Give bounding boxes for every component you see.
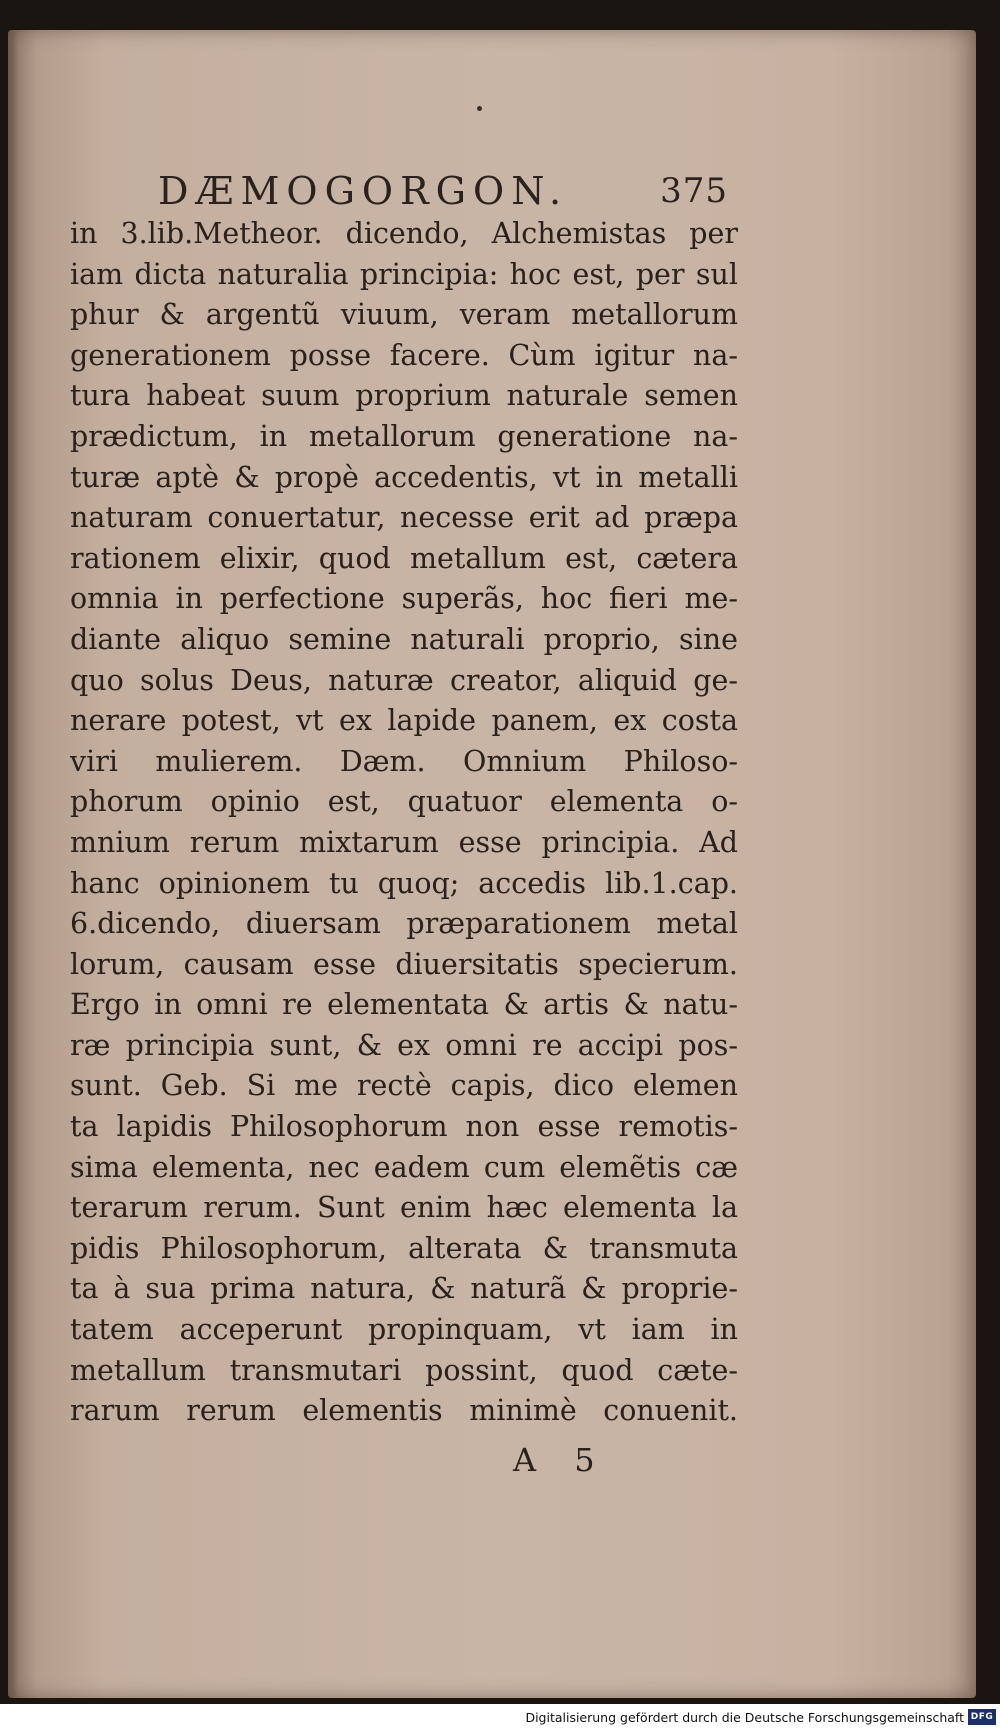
text-line: phorum opinio est, quatuor elementa o- — [70, 785, 738, 819]
text-line: 6.dicendo, diuersam præparationem metal — [70, 907, 738, 941]
text-line: hanc opinionem tu quoq; accedis lib.1.cap. — [70, 866, 738, 900]
page-number: 375 — [660, 171, 728, 211]
digitization-footer — [0, 1704, 1000, 1732]
text-line: quo solus Deus, naturæ creator, aliquid ge- — [70, 663, 738, 697]
text-line: prædictum, in metallorum generatione na- — [70, 419, 738, 453]
text-line: metallum transmutari possint, quod cæte- — [70, 1353, 738, 1387]
text-line: iam dicta naturalia principia: hoc est, per sul — [70, 257, 738, 291]
text-line: turæ aptè & propè accedentis, vt in metalli — [70, 460, 738, 494]
funding-credit: Digitalisierung gefördert durch die Deutsche Forschungsgemeinschaft — [525, 1710, 964, 1725]
text-line: ræ principia sunt, & ex omni re accipi pos- — [70, 1028, 738, 1062]
text-line: omnia in perfectione superãs, hoc fieri me- — [70, 582, 738, 616]
text-line: ta lapidis Philosophorum non esse remotis- — [70, 1110, 738, 1144]
text-line: sunt. Geb. Si me rectè capis, dico elemen — [70, 1069, 738, 1103]
text-line: lorum, causam esse diuersitatis specierum. — [70, 947, 738, 981]
text-line: pidis Philosophorum, alterata & transmuta — [70, 1231, 738, 1265]
dfg-logo: DFG — [968, 1709, 996, 1725]
text-line: mnium rerum mixtarum esse principia. Ad — [70, 825, 738, 859]
running-head — [158, 166, 728, 216]
text-line: tura habeat suum proprium naturale semen — [70, 379, 738, 413]
text-line: Ergo in omni re elementata & artis & natu- — [70, 988, 738, 1022]
signature-mark: A 5 — [513, 1441, 609, 1479]
text-line: terarum rerum. Sunt enim hæc elementa la — [70, 1191, 738, 1225]
text-line: phur & argentũ viuum, veram metallorum — [70, 298, 738, 332]
running-head-title: DÆMOGORGON. — [158, 169, 569, 213]
text-line: ta à sua prima natura, & naturã & proprie- — [70, 1272, 738, 1306]
text-line: sima elementa, nec eadem cum elemẽtis cæ — [70, 1150, 738, 1184]
text-line: nerare potest, vt ex lapide panem, ex costa — [70, 704, 738, 738]
text-line: tatem acceperunt propinquam, vt iam in — [70, 1313, 738, 1347]
text-line: rarum rerum elementis minimè conuenit. — [70, 1394, 738, 1428]
text-line: viri mulierem. Dæm. Omnium Philoso- — [70, 744, 738, 778]
book-page — [8, 30, 976, 1698]
ink-dot — [477, 106, 482, 111]
text-line: naturam conuertatur, necesse erit ad præpa — [70, 501, 738, 535]
text-line: in 3.lib.Metheor. dicendo, Alchemistas per — [70, 217, 738, 250]
body-text — [70, 214, 738, 1432]
text-line: diante aliquo semine naturali proprio, sine — [70, 622, 738, 656]
text-line: generationem posse facere. Cùm igitur na- — [70, 338, 738, 372]
text-line: rationem elixir, quod metallum est, cætera — [70, 541, 738, 575]
